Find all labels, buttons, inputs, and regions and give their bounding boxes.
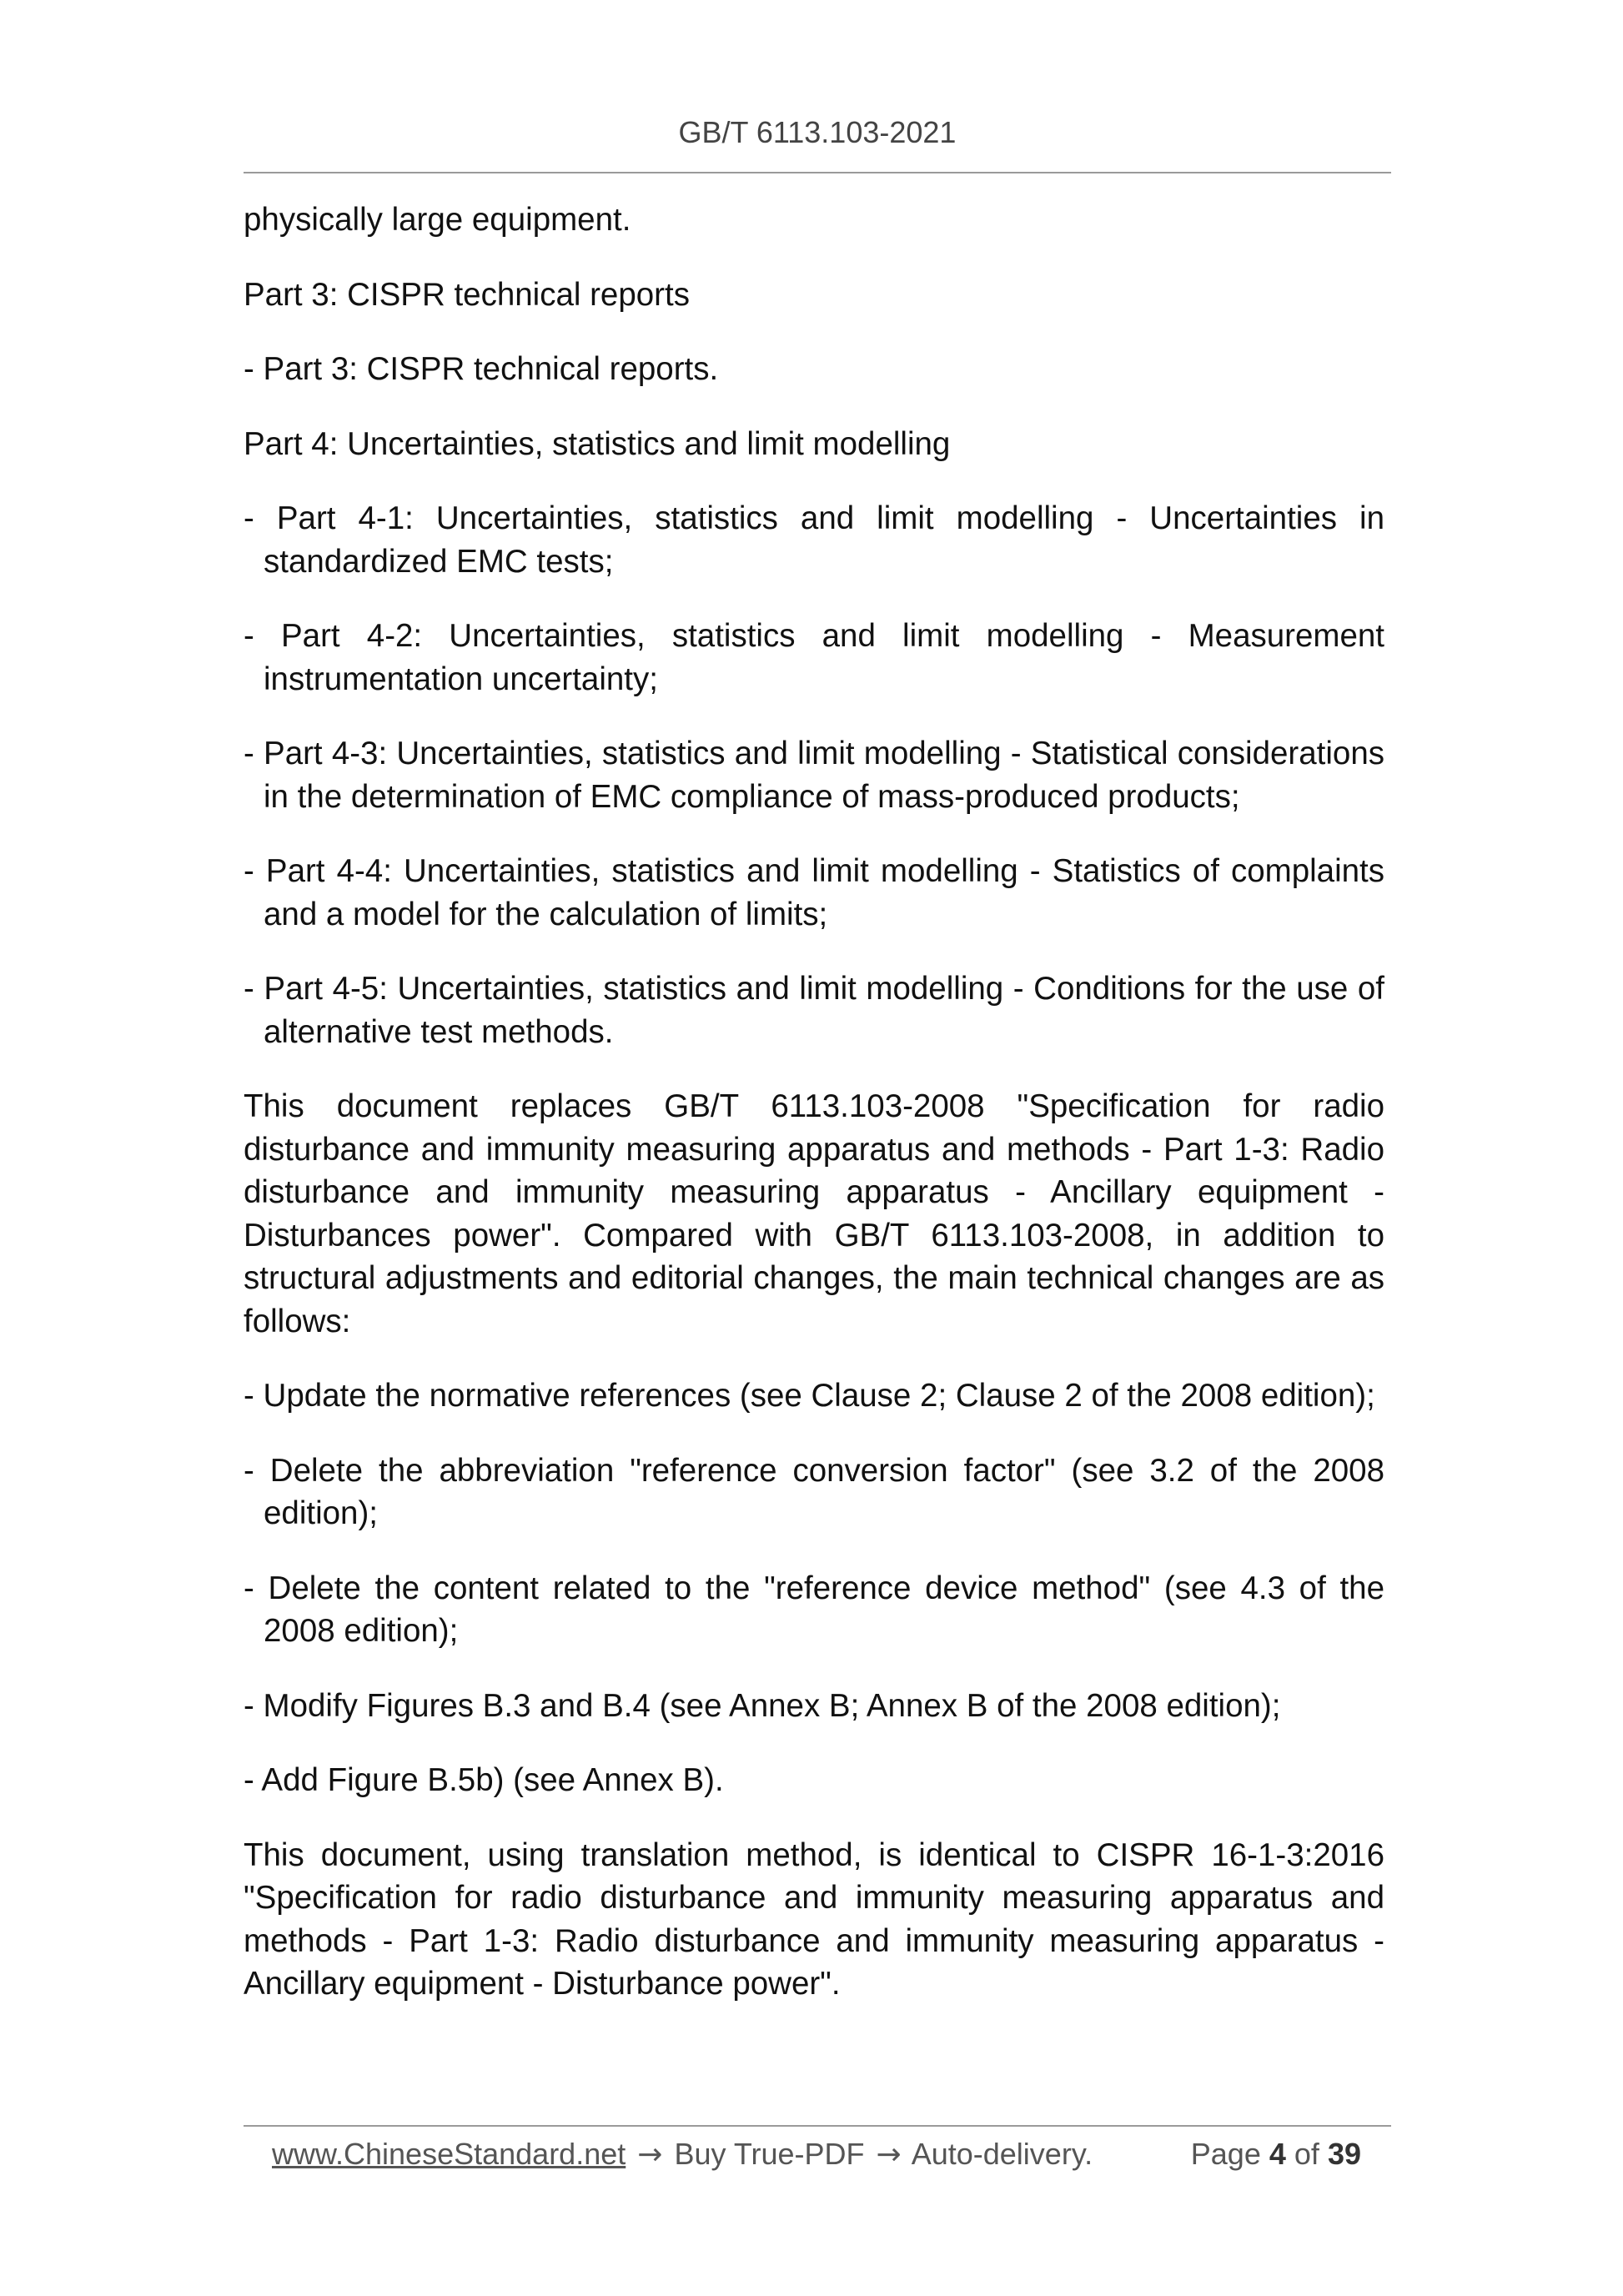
footer-divider <box>244 2125 1391 2127</box>
total-pages-number: 39 <box>1327 2137 1361 2171</box>
page-body <box>244 198 1384 2037</box>
part-4-1-item: - Part 4-1: Uncertainties, statistics and limit modelling - Uncertainties in standardized EMC tests; <box>244 500 1384 580</box>
change-item-add-figure: - Add Figure B.5b) (see Annex B). <box>244 1762 724 1798</box>
identical-paragraph: This document, using translation method, is identical to CISPR 16-1-3:2016 "Specification for radio disturbance and immunity measuring apparatus and methods - Part 1-3: Radio disturbance and immunity measuring apparatus - Ancillary equipment - Disturbance power". <box>244 1836 1384 2002</box>
chinesestandard-link[interactable]: www.ChineseStandard.net <box>272 2137 626 2171</box>
change-item-figures: - Modify Figures B.3 and B.4 (see Annex B; Annex B of the 2008 edition); <box>244 1687 1281 1724</box>
part-4-3-item: - Part 4-3: Uncertainties, statistics and limit modelling - Statistical considerations in the determination of EMC compliance of mass-produced products; <box>244 736 1384 815</box>
current-page-number: 4 <box>1269 2137 1286 2171</box>
part-4-4-item: - Part 4-4: Uncertainties, statistics and limit modelling - Statistics of complaints and a model for the calculation of limits; <box>244 853 1384 932</box>
replaces-paragraph: This document replaces GB/T 6113.103-2008 "Specification for radio disturbance and immunity measuring apparatus and methods - Part 1-3: Radio disturbance and immunity measuring apparatus - Ancillary equipment - Disturbances power". Compared with GB/T 6113.103-2008, in addition to structural adjustments and editorial changes, the main technical changes are as follows: <box>244 1088 1384 1339</box>
change-item-abbreviation: - Delete the abbreviation "reference conversion factor" (see 3.2 of the 2008 edition); <box>244 1452 1384 1531</box>
arrow-right-icon: → <box>637 2138 663 2172</box>
change-item-normative-references: - Update the normative references (see Clause 2; Clause 2 of the 2008 edition); <box>244 1378 1375 1414</box>
part-4-2-item: - Part 4-2: Uncertainties, statistics and limit modelling - Measurement instrumentation uncertainty; <box>244 618 1384 697</box>
document-id-header: GB/T 6113.103-2021 <box>678 115 957 149</box>
buy-true-pdf-text: Buy True-PDF <box>674 2137 865 2171</box>
arrow-right-icon: → <box>876 2138 902 2172</box>
part-4-5-item: - Part 4-5: Uncertainties, statistics and limit modelling - Conditions for the use of alternative test methods. <box>244 971 1384 1050</box>
change-item-reference-device: - Delete the content related to the "reference device method" (see 4.3 of the 2008 edition); <box>244 1570 1384 1649</box>
part-3-heading: Part 3: CISPR technical reports <box>244 276 690 313</box>
page-indicator <box>1191 2137 1361 2172</box>
auto-delivery-text: Auto-delivery. <box>911 2137 1093 2171</box>
part-3-item: - Part 3: CISPR technical reports. <box>244 351 719 387</box>
page-label: Page <box>1190 2137 1261 2171</box>
footer-promo <box>272 2137 1093 2172</box>
continued-line: physically large equipment. <box>244 202 631 238</box>
part-4-heading: Part 4: Uncertainties, statistics and limit modelling <box>244 425 951 462</box>
of-label: of <box>1294 2137 1319 2171</box>
header-divider <box>244 172 1391 173</box>
